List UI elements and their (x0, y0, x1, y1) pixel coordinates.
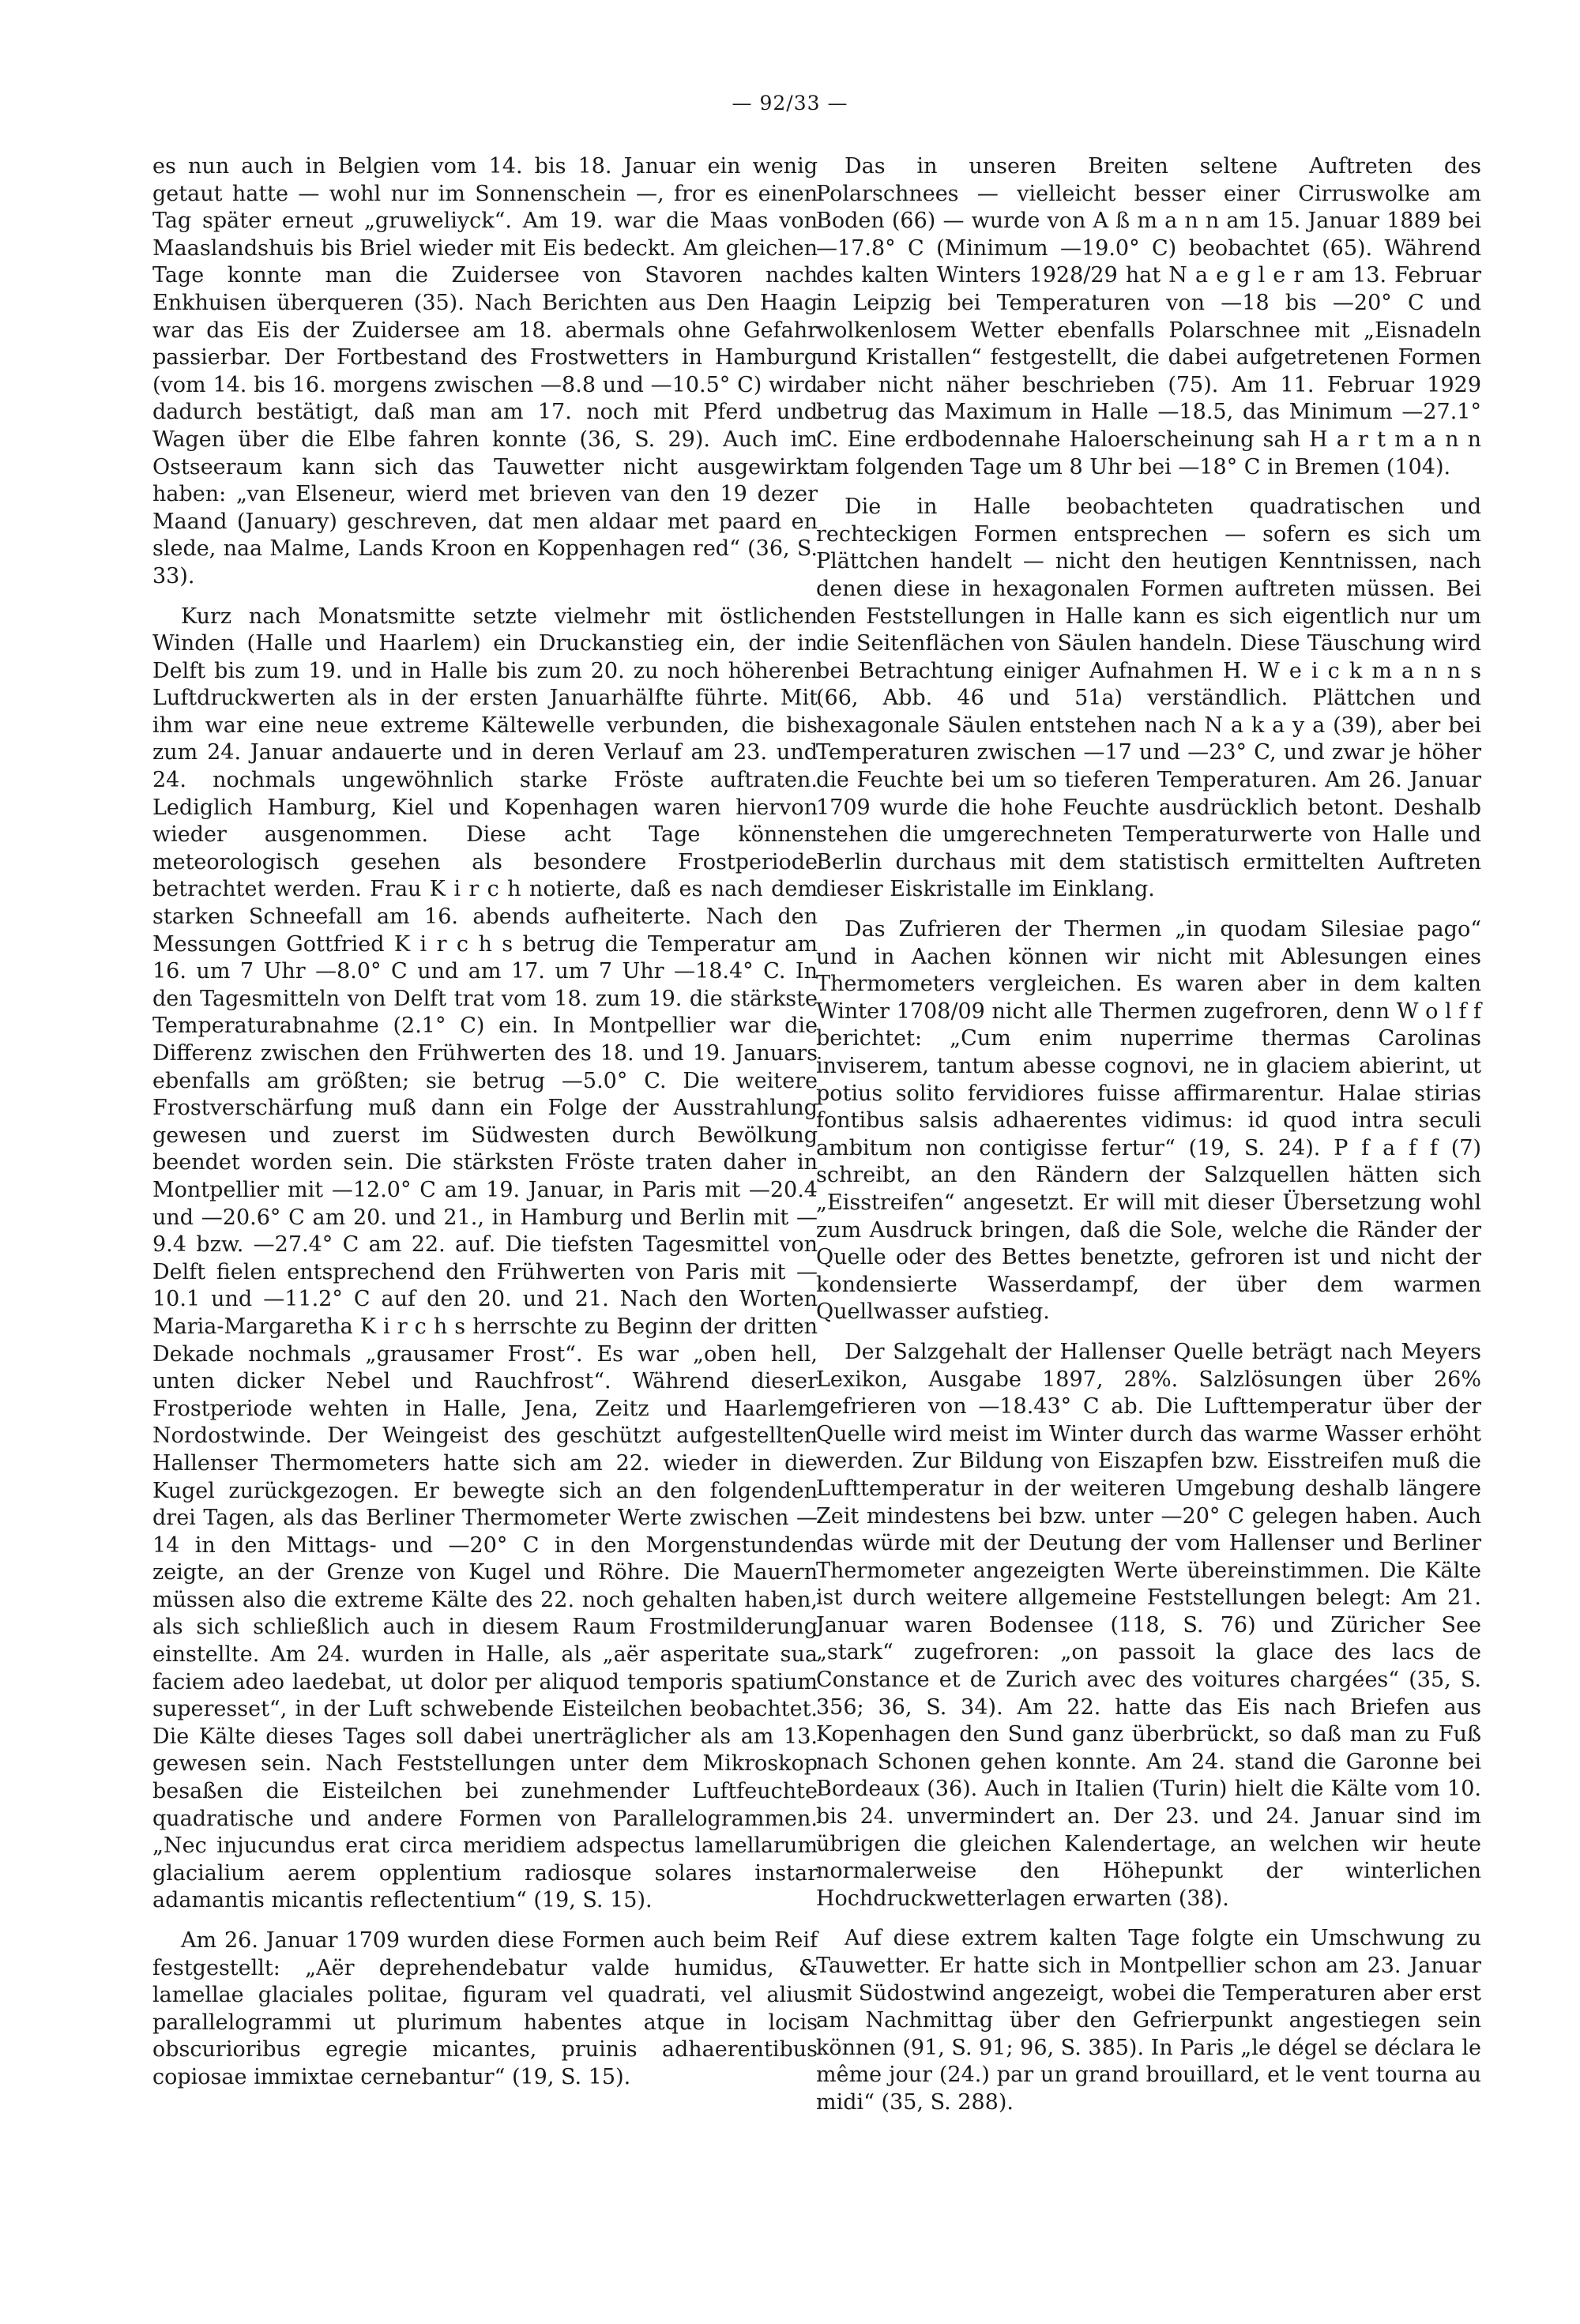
paragraph: Der Salzgehalt der Hallenser Quelle beträgt nach Meyers Lexikon, Ausgabe 1897, 28%. Salzlösungen über 26% gefrieren von —18.43° C ab. Die Lufttemperatur über der Quelle wird meist im Winter durch das warme Wasser erhöht werden. Zur Bildung von Eiszapfen bzw. Eisstreifen muß die Lufttemperatur in der weiteren Umgebung deshalb längere Zeit mindestens bei bzw. unter —20° C gelegen haben. Auch das würde mit der Deutung der vom Hallenser und Berliner Thermometer angezeigten Werte übereinstimmen. Die Kälte ist durch weitere allgemeine Feststellungen belegt: Am 21. Januar waren Bodensee (118, S. 76) und Züricher See „stark“ zugefroren: „on passoit la glace des lacs de Constance et de Zurich avec des voitures chargées“ (35, S. 356; 36, S. 34). Am 22. hatte das Eis nach Briefen aus Kopenhagen den Sund ganz überbrückt, so daß man zu Fuß nach Schonen gehen konnte. Am 24. stand die Garonne bei Bordeaux (36). Auch in Italien (Turin) hielt die Kälte vom 10. bis 24. unvermindert an. Der 23. und 24. Januar sind im übrigen die gleichen Kalendertage, an welchen wir heute normalerweise den Höhepunkt der winterlichen Hochdruckwetterlagen erwarten (38). (816, 1339, 1481, 1911)
left-column (152, 153, 818, 2104)
paragraph: Auf diese extrem kalten Tage folgte ein Umschwung zu Tauwetter. Er hatte sich in Montpellier schon am 23. Januar mit Südostwind angezeigt, wobei die Temperaturen aber erst am Nachmittag über den Gefrierpunkt angestiegen sein können (91, S. 91; 96, S. 385). In Paris „le dégel se déclara le même jour (24.) par un grand brouillard, et le vent tourna au midi“ (35, S. 288). (816, 1926, 1481, 2115)
paragraph: Am 26. Januar 1709 wurden diese Formen auch beim Reif festgestellt: „Aër deprehendebatur valde humidus, & lamellae glaciales politae, figuram vel quadrati, vel alius parallelogrammi ut plurimum habentes atque in locis obscurioribus egregie micantes, pruinis adhaerentibus copiosae immixtae cernebantur“ (19, S. 15). (152, 1928, 818, 2089)
paragraph: Das Zufrieren der Thermen „in quodam Silesiae pago“ und in Aachen können wir nicht mit Ablesungen eines Thermometers vergleichen. Es waren aber in dem kalten Winter 1708/09 nicht alle Thermen zugefroren, denn W o l f f berichtet: „Cum enim nuperrime thermas Carolinas inviserem, tantum abesse cognovi, ne in glaciem abierint, ut potius solito fervidiores fuisse affirmarentur. Halae stirias fontibus salsis adhaerentes vidimus: id quod intra seculi ambitum non contigisse fertur“ (19, S. 24). P f a f f (7) schreibt, an den Rändern der Salzquellen hätten sich „Eisstreifen“ angesetzt. Er will mit dieser Übersetzung wohl zum Ausdruck bringen, daß die Sole, welche die Ränder der Quelle oder des Bettes benetzte, gefroren ist und nicht der kondensierte Wasserdampf, der über dem warmen Quellwasser aufstieg. (816, 917, 1481, 1325)
right-column (816, 153, 1481, 2130)
page-number: — 92/33 — (732, 92, 848, 115)
paragraph: Die in Halle beobachteten quadratischen und rechteckigen Formen entsprechen — sofern es sich um Plättchen handelt — nicht den heutigen Kenntnissen, nach denen diese in hexagonalen Formen auftreten müssen. Bei den Feststellungen in Halle kann es sich eigentlich nur um die Seitenflächen von Säulen handeln. Diese Täuschung wird bei Betrachtung einiger Aufnahmen H. W e i c k m a n n s (66, Abb. 46 und 51a) verständlich. Plättchen und hexagonale Säulen entstehen nach N a k a y a (39), aber bei Temperaturen zwischen —17 und —23° C, und zwar je höher die Feuchte bei um so tieferen Temperaturen. Am 26. Januar 1709 wurde die hohe Feuchte ausdrücklich betont. Deshalb stehen die umgerechneten Temperaturwerte von Halle und Berlin durchaus mit dem statistisch ermittelten Auftreten dieser Eiskristalle im Einklang. (816, 495, 1481, 902)
paragraph: Das in unseren Breiten seltene Auftreten des Polarschnees — vielleicht besser einer Cirruswolke am Boden (66) — wurde von A ß m a n n am 15. Januar 1889 bei —17.8° C (Minimum —19.0° C) beobachtet (65). Während des kalten Winters 1928/29 hat N a e g l e r am 13. Februar in Leipzig bei Temperaturen von —18 bis —20° C und wolkenlosem Wetter ebenfalls Polarschnee mit „Eisnadeln und Kristallen“ festgestellt, die dabei aufgetretenen Formen aber nicht näher beschrieben (75). Am 11. Februar 1929 betrug das Maximum in Halle —18.5, das Minimum —27.1° C. Eine erdbodennahe Haloerscheinung sah H a r t m a n n am folgenden Tage um 8 Uhr bei —18° C in Bremen (104). (816, 154, 1481, 479)
paragraph: Kurz nach Monatsmitte setzte vielmehr mit östlichen Winden (Halle und Haarlem) ein Druckanstieg ein, der in Delft bis zum 19. und in Halle bis zum 20. zu noch höheren Luftdruckwerten als in der ersten Januarhälfte führte. Mit ihm war eine neue extreme Kältewelle verbunden, die bis zum 24. Januar andauerte und in deren Verlauf am 23. und 24. nochmals ungewöhnlich starke Fröste auftraten. Lediglich Hamburg, Kiel und Kopenhagen waren hiervon wieder ausgenommen. Diese acht Tage können meteorologisch gesehen als besondere Frostperiode betrachtet werden. Frau K i r c h notierte, daß es nach dem starken Schneefall am 16. abends aufheiterte. Nach den Messungen Gottfried K i r c h s betrug die Temperatur am 16. um 7 Uhr —8.0° C und am 17. um 7 Uhr —18.4° C. In den Tagesmitteln von Delft trat vom 18. zum 19. die stärkste Temperaturabnahme (2.1° C) ein. In Montpellier war die Differenz zwischen den Frühwerten des 18. und 19. Januars ebenfalls am größten; sie betrug —5.0° C. Die weitere Frostverschärfung muß dann ein Folge der Ausstrahlung gewesen und zuerst im Südwesten durch Bewölkung beendet worden sein. Die stärksten Fröste traten daher in Montpellier mit —12.0° C am 19. Januar, in Paris mit —20.4 und —20.6° C am 20. und 21., in Hamburg und Berlin mit —9.4 bzw. —27.4° C am 22. auf. Die tiefsten Tagesmittel von Delft fielen entsprechend den Frühwerten von Paris mit —10.1 und —11.2° C auf den 20. und 21. Nach den Worten Maria-Margaretha K i r c h s herrschte zu Beginn der dritten Dekade nochmals „grausamer Frost“. Es war „oben hell, unten dicker Nebel und Rauchfrost“. Während dieser Frostperiode wehten in Halle, Jena, Zeitz und Haarlem Nordostwinde. Der Weingeist des geschützt aufgestellten Hallenser Thermometers hatte sich am 22. wieder in die Kugel zurückgezogen. Er bewegte sich an den folgenden drei Tagen, als das Berliner Thermometer Werte zwischen —14 in den Mittags- und —20° C in den Morgenstunden zeigte, an der Grenze von Kugel und Röhre. Die Mauern müssen also die extreme Kälte des 22. noch gehalten haben, als sich schließlich auch in diesem Raum Frostmilderung einstellte. Am 24. wurden in Halle, als „aër asperitate sua faciem adeo laedebat, ut dolor per aliquod temporis spatium superesset“, in der Luft schwebende Eisteilchen beobachtet. Die Kälte dieses Tages soll dabei unerträglicher als am 13. gewesen sein. Nach Feststellungen unter dem Mikroskop besaßen die Eisteilchen bei zunehmender Luftfeuchte quadratische und andere Formen von Parallelogrammen. „Nec injucundus erat circa meridiem adspectus lamellarum glacialium aerem opplentium radiosque solares instar adamantis micantis reflectentium“ (19, S. 15). (152, 604, 818, 1913)
paragraph: es nun auch in Belgien vom 14. bis 18. Januar ein wenig getaut hatte — wohl nur im Sonnenschein —, fror es einen Tag später erneut „gruweliyck“. Am 19. war die Maas von Maaslandshuis bis Briel wieder mit Eis bedeckt. Am gleichen Tage konnte man die Zuidersee von Stavoren nach Enkhuisen überqueren (35). Nach Berichten aus Den Haag war das Eis der Zuidersee am 18. abermals ohne Gefahr passierbar. Der Fortbestand des Frostwetters in Hamburg (vom 14. bis 16. morgens zwischen —8.8 und —10.5° C) wird dadurch bestätigt, daß man am 17. noch mit Pferd und Wagen über die Elbe fahren konnte (36, S. 29). Auch im Ostseeraum kann sich das Tauwetter nicht ausgewirkt haben: „van Elseneur, wierd met brieven van den 19 dezer Maand (January) geschreven, dat men aldaar met paard en slede, naa Malme, Lands Kroon en Koppenhagen red“ (36, S. 33). (152, 154, 818, 589)
